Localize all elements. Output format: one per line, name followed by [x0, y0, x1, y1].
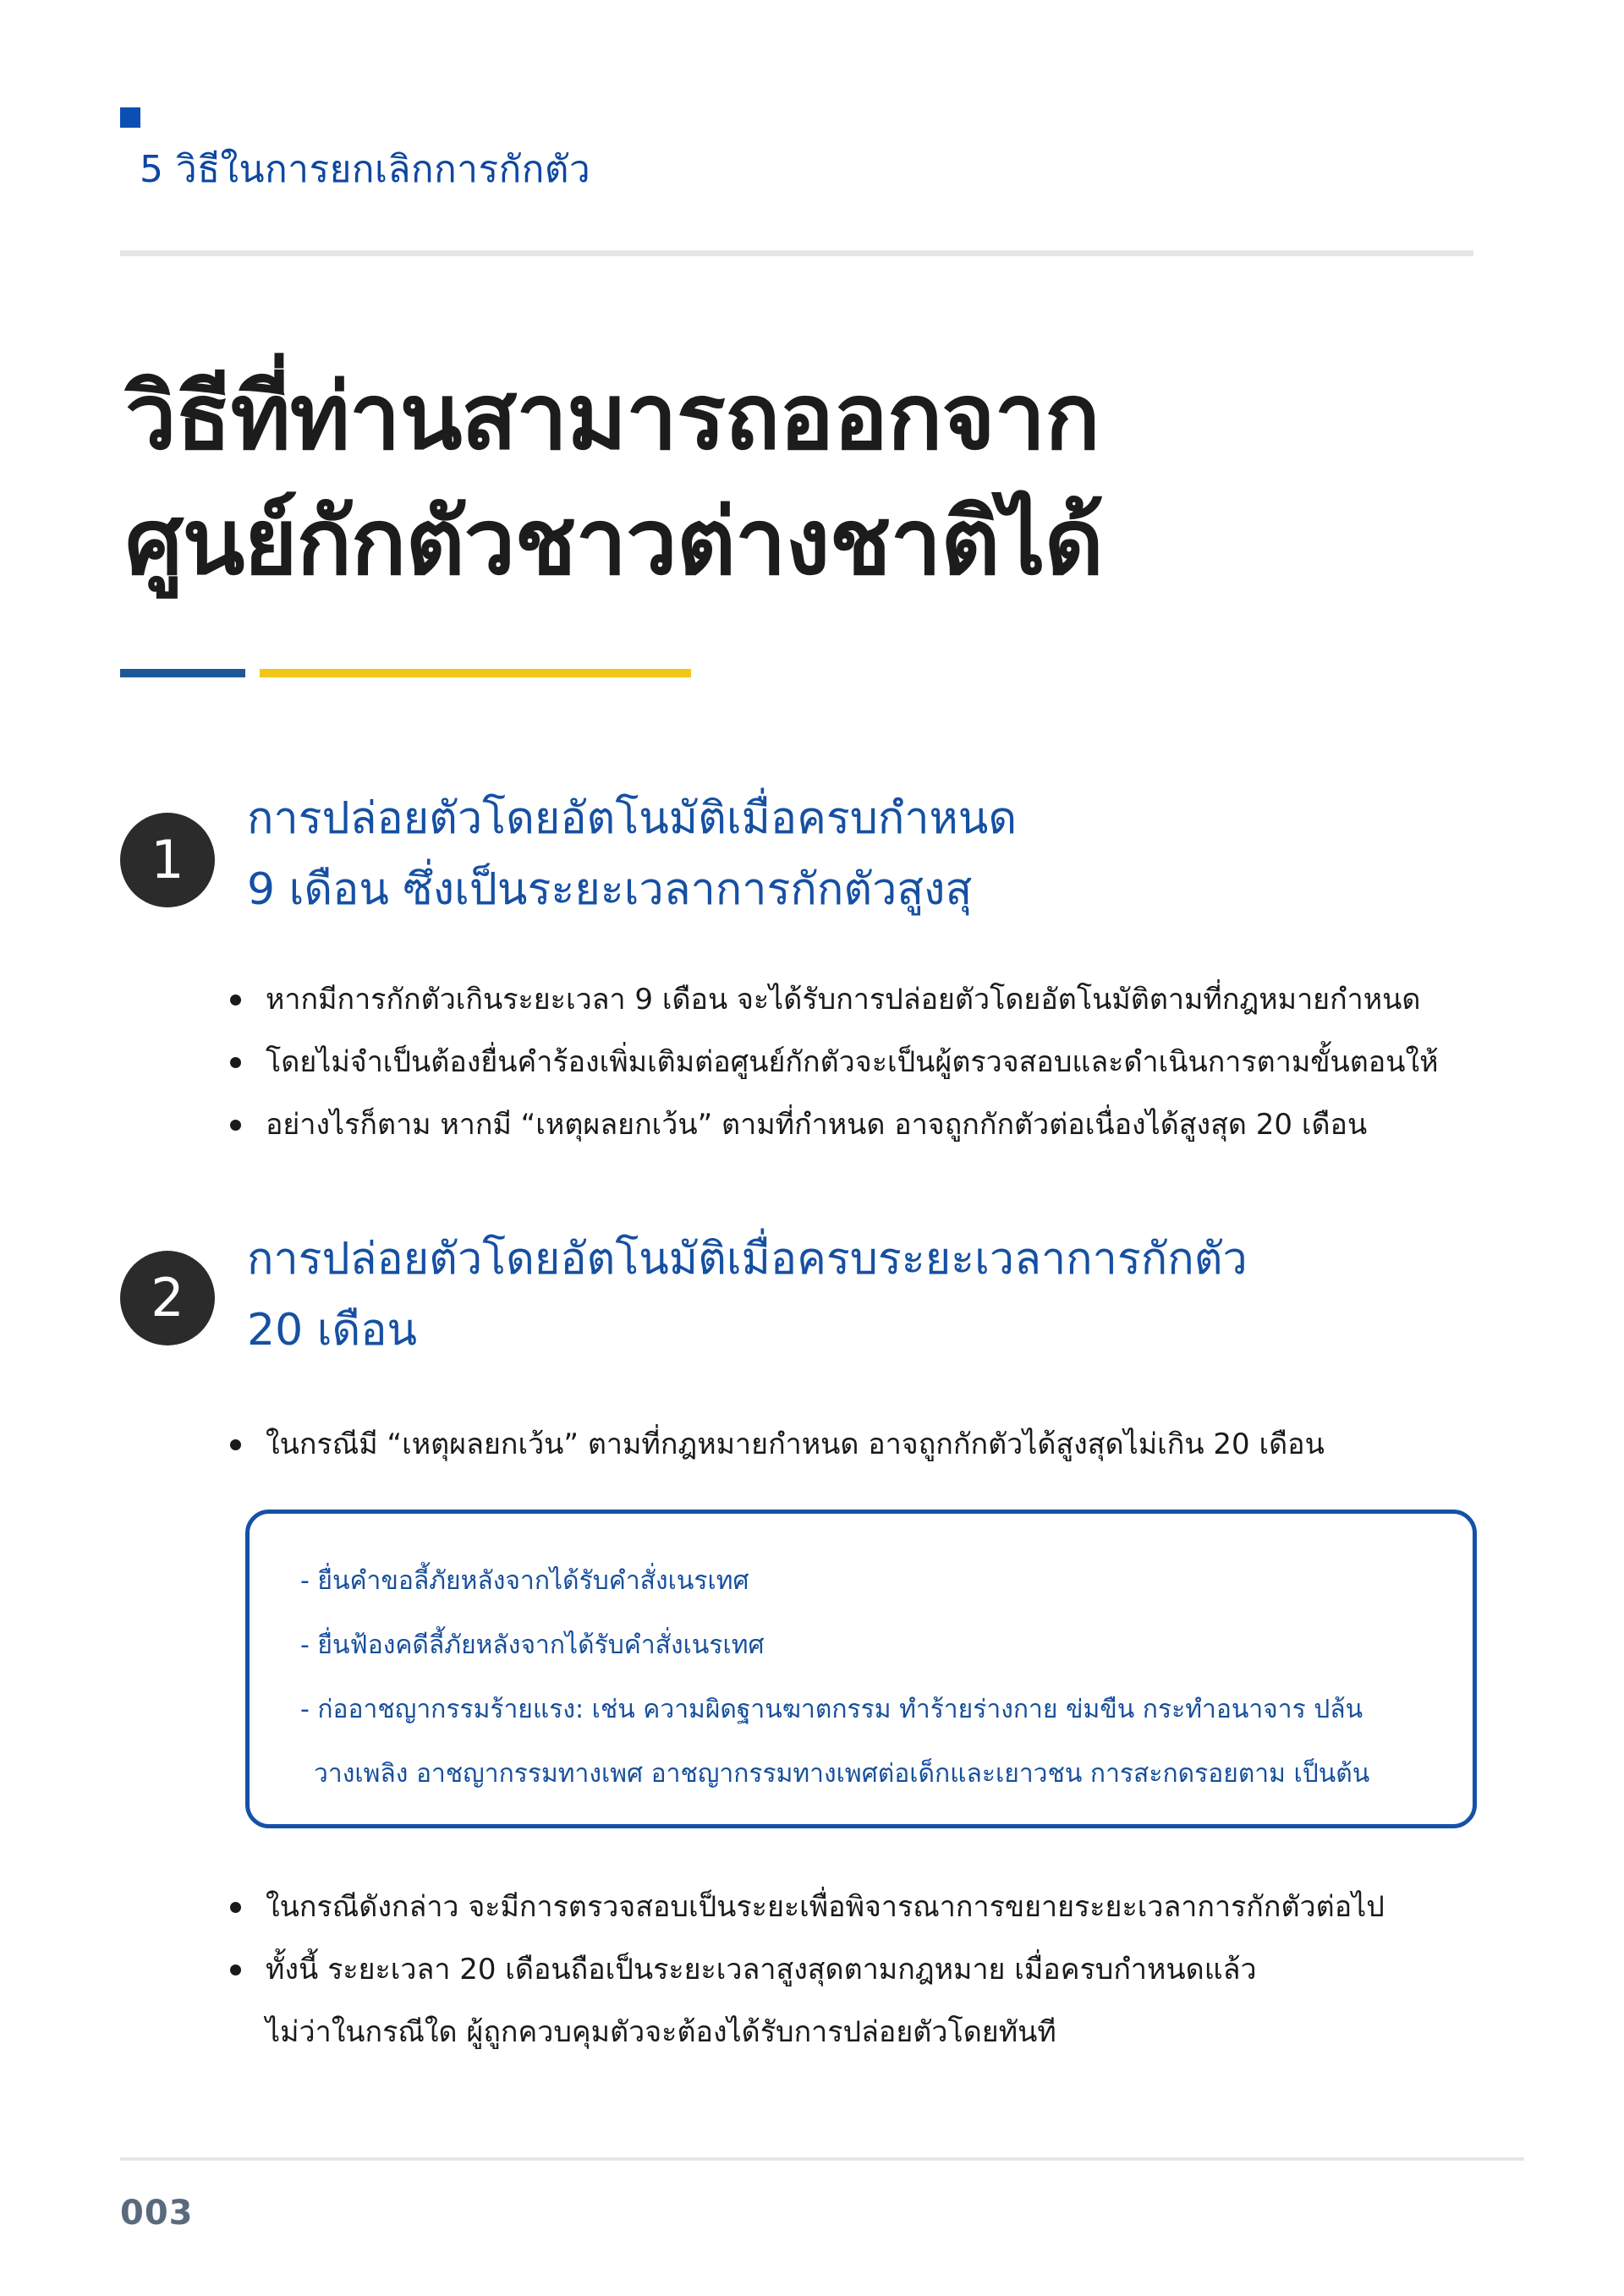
- bullet-dot-icon: [230, 995, 241, 1006]
- section-kicker: 5 วิธีในการยกเลิกการกักตัว: [140, 148, 591, 191]
- page-number: 003: [120, 2194, 194, 2233]
- step-number-badge-1: 1: [120, 813, 215, 907]
- step-title-1: [247, 783, 1017, 925]
- title-accent-blue: [120, 669, 245, 677]
- bullet-dot-icon: [230, 1439, 241, 1450]
- step-number-badge-2: 2: [120, 1251, 215, 1345]
- step-title-1-line-2: 9 เดือน ซึ่งเป็นระยะเวลาการกักตัวสูงสุ: [247, 864, 973, 915]
- list-item: ในกรณีมี “เหตุผลยกเว้น” ตามที่กฎหมายกำหนด อาจถูกกักตัวได้สูงสุดไม่เกิน 20 เดือน: [227, 1413, 1325, 1476]
- bullet-dot-icon: [230, 1964, 241, 1975]
- callout-line: - ก่ออาชญากรรมร้ายแรง: เช่น ความผิดฐานฆาตกรรม ทำร้ายร่างกาย ข่มขืน กระทำอนาจาร ปล้น: [300, 1695, 1363, 1724]
- bullet-dot-icon: [230, 1057, 241, 1068]
- callout-line: - ยื่นฟ้องคดีลี้ภัยหลังจากได้รับคำสั่งเนรเทศ: [300, 1630, 765, 1660]
- step-title-2-line-1: การปล่อยตัวโดยอัตโนมัติเมื่อครบระยะเวลาการกักตัว: [247, 1234, 1248, 1285]
- list-item: โดยไม่จำเป็นต้องยื่นคำร้องเพิ่มเติมต่อศูนย์กักตัวจะเป็นผู้ตรวจสอบและดำเนินการตามขั้นตอนให้: [227, 1031, 1438, 1093]
- title-accent-yellow: [260, 669, 691, 677]
- step-2-bullet-list: [227, 1413, 1325, 1476]
- list-item: หากมีการกักตัวเกินระยะเวลา 9 เดือน จะได้รับการปล่อยตัวโดยอัตโนมัติตามที่กฎหมายกำหนด: [227, 968, 1438, 1031]
- corner-marker: [120, 107, 140, 128]
- exception-reasons-box: [245, 1510, 1477, 1828]
- step-2-followup-list: [227, 1876, 1385, 2063]
- bullet-dot-icon: [230, 1120, 241, 1131]
- list-item: ในกรณีดังกล่าว จะมีการตรวจสอบเป็นระยะเพื่อพิจารณาการขยายระยะเวลาการกักตัวต่อไป: [227, 1876, 1385, 1938]
- page-title: [125, 355, 1103, 606]
- step-title-2: [247, 1224, 1248, 1366]
- list-item: อย่างไรก็ตาม หากมี “เหตุผลยกเว้น” ตามที่กำหนด อาจถูกกักตัวต่อเนื่องได้สูงสุด 20 เดือน: [227, 1093, 1438, 1156]
- step-title-2-line-2: 20 เดือน: [247, 1305, 418, 1356]
- bullet-dot-icon: [230, 1902, 241, 1913]
- callout-line: - ยื่นคำขอลี้ภัยหลังจากได้รับคำสั่งเนรเทศ: [300, 1566, 749, 1596]
- list-item-continuation: ไม่ว่าในกรณีใด ผู้ถูกควบคุมตัวจะต้องได้รับการปล่อยตัวโดยทันที: [266, 2015, 1056, 2049]
- footer-divider: [120, 2157, 1524, 2161]
- step-title-1-line-1: การปล่อยตัวโดยอัตโนมัติเมื่อครบกำหนด: [247, 793, 1018, 844]
- page-title-line-1: วิธีที่ท่านสามารถออกจาก: [125, 364, 1100, 470]
- list-item: ทั้งนี้ ระยะเวลา 20 เดือนถือเป็นระยะเวลาสูงสุดตามกฎหมาย เมื่อครบกำหนดแล้ว ไม่ว่าในกรณีใด ผู้ถูกควบคุมตัวจะต้องได้รับการปล่อยตัวโดยทันที: [227, 1938, 1385, 2063]
- step-1-bullet-list: [227, 968, 1438, 1156]
- callout-line-continuation: วางเพลิง อาชญากรรมทางเพศ อาชญากรรมทางเพศต่อเด็กและเยาวชน การสะกดรอยตาม เป็นต้น: [314, 1759, 1370, 1789]
- page-title-line-2: ศูนย์กักตัวชาวต่างชาติได้: [125, 490, 1103, 595]
- top-divider: [120, 250, 1473, 256]
